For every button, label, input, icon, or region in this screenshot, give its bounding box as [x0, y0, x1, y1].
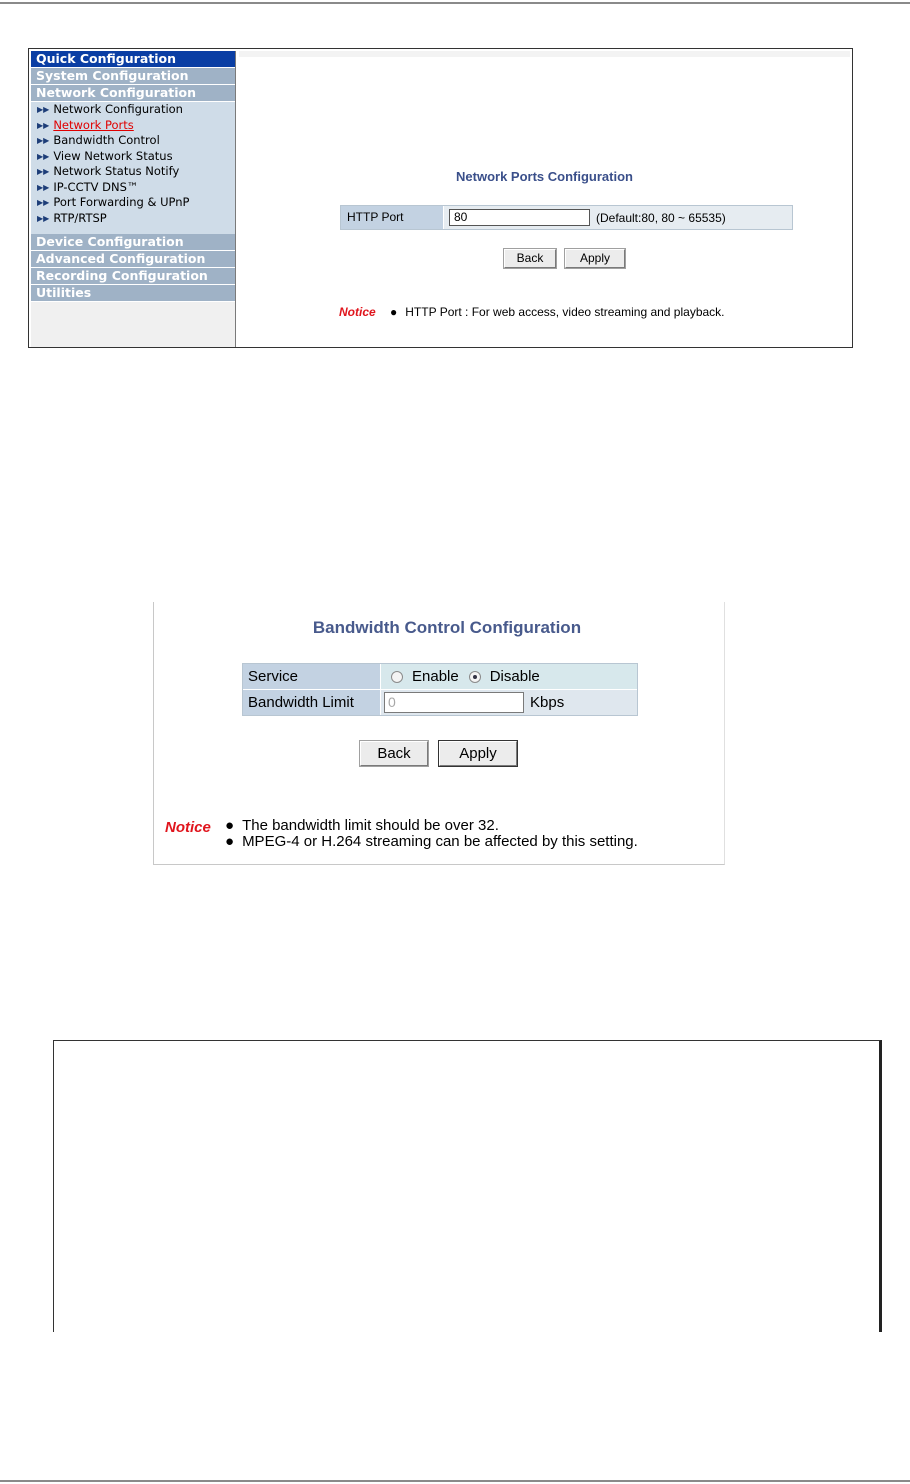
notice-text: HTTP Port : For web access, video streaming and playback.: [405, 305, 725, 319]
double-chevron-right-icon: ▶▶: [37, 167, 50, 176]
sidebar-item-ip-cctv-dns[interactable]: [31, 180, 235, 196]
http-port-hint: (Default:80, 80 ~ 65535): [596, 210, 726, 225]
network-ports-main: [239, 51, 850, 345]
notice-label: Notice: [165, 819, 211, 836]
page-title: Bandwidth Control Configuration: [312, 618, 582, 637]
sidebar-item-label: Network Status Notify: [53, 164, 180, 178]
notice-label: Notice: [339, 305, 376, 319]
enable-radio-label: Enable: [412, 668, 459, 685]
sidebar-item-label: RTP/RTSP: [53, 210, 107, 225]
service-row: [243, 664, 637, 689]
sidebar-item-label: Network Ports: [53, 117, 134, 132]
sidebar-item-label: View Network Status: [53, 148, 173, 163]
double-chevron-right-icon: ▶▶: [37, 198, 50, 207]
double-chevron-right-icon: ▶▶: [37, 120, 50, 130]
bandwidth-control-screenshot: [153, 602, 725, 865]
sidebar-spacer: [31, 226, 235, 234]
page-bottom-rule: [0, 1480, 910, 1482]
double-chevron-right-icon: ▶▶: [37, 182, 50, 192]
sidebar-item-view-network-status[interactable]: [31, 149, 235, 165]
notice-item: [225, 818, 638, 834]
double-chevron-right-icon: ▶▶: [37, 213, 50, 223]
bandwidth-unit: Kbps: [530, 694, 565, 711]
sidebar-item-port-forwarding-upnp[interactable]: [31, 195, 235, 211]
double-chevron-right-icon: ▶▶: [37, 151, 50, 161]
notice-item: [225, 834, 638, 850]
sidebar-item-rtp-rtsp[interactable]: [31, 211, 235, 227]
sidebar-section-system-configuration[interactable]: System Configuration: [31, 68, 235, 85]
sidebar-item-label: Port Forwarding & UPnP: [53, 195, 190, 209]
apply-button[interactable]: Apply: [565, 249, 625, 268]
sidebar-section-utilities[interactable]: Utilities: [31, 285, 235, 302]
bandwidth-limit-cell: [381, 690, 637, 715]
sidebar: [31, 51, 236, 347]
notice-text: The bandwidth limit should be over 32.: [242, 817, 499, 834]
bandwidth-limit-input[interactable]: 0: [384, 692, 524, 713]
sidebar-section-network-configuration[interactable]: Network Configuration: [31, 85, 235, 102]
notice-item: [390, 305, 725, 319]
sidebar-menu: [31, 51, 235, 302]
double-chevron-right-icon: ▶▶: [37, 105, 50, 114]
sidebar-item-network-configuration[interactable]: [31, 102, 235, 118]
bullet-icon: ●: [225, 833, 235, 850]
sidebar-item-label: Bandwidth Control: [53, 133, 160, 147]
http-port-row: [340, 205, 793, 230]
http-port-label: HTTP Port: [341, 206, 444, 229]
bandwidth-limit-label: Bandwidth Limit: [243, 690, 381, 715]
back-button[interactable]: Back: [360, 741, 428, 766]
sidebar-item-label: IP-CCTV DNS™: [53, 179, 139, 194]
bandwidth-settings-table: [242, 663, 638, 716]
disable-radio[interactable]: [469, 671, 481, 683]
sidebar-item-label: Network Configuration: [53, 102, 183, 116]
sidebar-section-device-configuration[interactable]: Device Configuration: [31, 234, 235, 251]
disable-radio-label: Disable: [489, 668, 540, 685]
service-label: Service: [243, 664, 381, 689]
double-chevron-right-icon: ▶▶: [37, 136, 50, 145]
sidebar-section-advanced-configuration[interactable]: Advanced Configuration: [31, 251, 235, 268]
bullet-icon: ●: [225, 817, 235, 834]
page-title: Network Ports Configuration: [456, 169, 633, 184]
sidebar-item-bandwidth-control[interactable]: [31, 133, 235, 149]
back-button[interactable]: Back: [504, 249, 556, 268]
notice-text: MPEG-4 or H.264 streaming can be affected by this setting.: [242, 833, 638, 850]
network-ports-screenshot: [28, 48, 853, 348]
sidebar-section-recording-configuration[interactable]: Recording Configuration: [31, 268, 235, 285]
main-top-bar: [239, 51, 850, 57]
apply-button[interactable]: Apply: [439, 741, 517, 766]
enable-radio[interactable]: [391, 671, 403, 683]
page-top-rule: [0, 2, 910, 4]
service-options: [381, 664, 637, 689]
http-port-input[interactable]: 80: [449, 209, 590, 226]
sidebar-item-network-ports[interactable]: [31, 118, 235, 134]
sidebar-section-quick-configuration[interactable]: Quick Configuration: [31, 51, 235, 68]
bullet-icon: ●: [390, 305, 398, 319]
bandwidth-limit-row: [243, 689, 637, 715]
notice-list: [225, 818, 638, 850]
http-port-value-cell: [444, 206, 792, 229]
sidebar-item-network-status-notify[interactable]: [31, 164, 235, 180]
blank-screenshot-frame: [53, 1040, 882, 1332]
